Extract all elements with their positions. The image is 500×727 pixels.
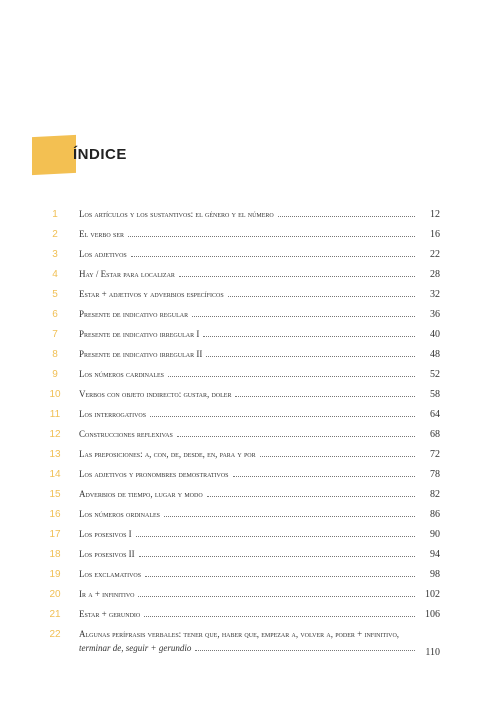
entry-number: 12 <box>49 429 61 440</box>
dot-leader <box>177 436 415 437</box>
entry-number: 16 <box>49 509 61 520</box>
entry-title: Los artículos y los sustantivos: el género y el número <box>79 209 274 219</box>
entry-title: Los posesivos II <box>79 549 135 559</box>
entry-title: Estar + adjetivos y adverbios específicos <box>79 289 224 299</box>
dot-leader <box>150 416 415 417</box>
table-of-contents <box>40 206 440 664</box>
dot-leader <box>138 596 415 597</box>
entry-title: Las preposiciones: a, con, de, desde, en, para y por <box>79 449 256 459</box>
entry-page-number: 16 <box>430 229 440 240</box>
dot-leader <box>192 316 415 317</box>
entry-page-number: 52 <box>430 369 440 380</box>
entry-title: Presente de indicativo irregular I <box>79 329 200 339</box>
entry-page-number: 86 <box>430 509 440 520</box>
dot-leader <box>168 376 415 377</box>
entry-title: Verbos con objeto indirecto: gustar, doler <box>79 389 232 399</box>
entry-title-line2: terminar de, seguir + gerundio <box>79 643 192 653</box>
heading-accent-block <box>32 135 76 175</box>
entry-title: Los números cardinales <box>79 369 165 379</box>
toc-entry[interactable] <box>40 566 440 586</box>
toc-entry[interactable] <box>40 326 440 346</box>
dot-leader <box>195 650 415 651</box>
entry-page-number: 78 <box>430 469 440 480</box>
entry-page-number: 110 <box>425 647 440 658</box>
toc-entry[interactable] <box>40 246 440 266</box>
entry-title: Los adjetivos <box>79 249 127 259</box>
entry-number: 2 <box>52 229 58 240</box>
dot-leader <box>278 216 415 217</box>
entry-page-number: 68 <box>430 429 440 440</box>
entry-page-number: 12 <box>430 209 440 220</box>
entry-number: 10 <box>49 389 61 400</box>
entry-page-number: 22 <box>430 249 440 260</box>
dot-leader <box>235 396 415 397</box>
page-title: ÍNDICE <box>73 146 127 163</box>
entry-page-number: 58 <box>430 389 440 400</box>
toc-entry[interactable] <box>40 426 440 446</box>
entry-page-number: 94 <box>430 549 440 560</box>
dot-leader <box>228 296 415 297</box>
dot-leader <box>139 556 415 557</box>
dot-leader <box>203 336 415 337</box>
entry-number: 3 <box>52 249 58 260</box>
toc-entry[interactable] <box>40 526 440 546</box>
toc-entry[interactable] <box>40 546 440 566</box>
entry-title: Estar + gerundio <box>79 609 141 619</box>
entry-title: Los números ordinales <box>79 509 161 519</box>
entry-number: 8 <box>52 349 58 360</box>
entry-number: 11 <box>49 409 61 420</box>
toc-entry[interactable] <box>40 366 440 386</box>
entry-page-number: 36 <box>430 309 440 320</box>
dot-leader <box>145 576 415 577</box>
dot-leader <box>131 256 415 257</box>
toc-entry[interactable] <box>40 606 440 626</box>
dot-leader <box>207 496 415 497</box>
dot-leader <box>260 456 415 457</box>
entry-page-number: 82 <box>430 489 440 500</box>
entry-title: Ir a + infinitivo <box>79 589 135 599</box>
entry-page-number: 106 <box>425 609 440 620</box>
toc-entry[interactable] <box>40 486 440 506</box>
toc-entry[interactable] <box>40 506 440 526</box>
entry-title: Adverbios de tiempo, lugar y modo <box>79 489 203 499</box>
entry-number: 7 <box>52 329 58 340</box>
entry-title: Los adjetivos y pronombres demostrativos <box>79 469 229 479</box>
entry-title: Presente de indicativo irregular II <box>79 349 203 359</box>
toc-entry[interactable] <box>40 586 440 606</box>
entry-page-number: 90 <box>430 529 440 540</box>
entry-number: 4 <box>52 269 58 280</box>
dot-leader <box>164 516 415 517</box>
entry-number: 21 <box>49 609 61 620</box>
entry-page-number: 28 <box>430 269 440 280</box>
dot-leader <box>144 616 415 617</box>
entry-title-line1: Algunas perífrasis verbales: tener que, haber que, empezar a, volver a, poder + infinitivo, <box>79 629 400 639</box>
entry-number: 19 <box>49 569 61 580</box>
toc-entry[interactable] <box>40 286 440 306</box>
toc-entry[interactable] <box>40 266 440 286</box>
toc-entry[interactable] <box>40 386 440 406</box>
toc-entry[interactable] <box>40 626 440 664</box>
entry-number: 18 <box>49 549 61 560</box>
entry-page-number: 64 <box>430 409 440 420</box>
entry-title: Los exclamativos <box>79 569 142 579</box>
dot-leader <box>128 236 415 237</box>
toc-entry[interactable] <box>40 346 440 366</box>
toc-entry[interactable] <box>40 206 440 226</box>
dot-leader <box>136 536 415 537</box>
entry-page-number: 102 <box>425 589 440 600</box>
entry-page-number: 72 <box>430 449 440 460</box>
entry-number: 13 <box>49 449 61 460</box>
entry-number: 9 <box>52 369 58 380</box>
entry-number: 22 <box>49 629 61 640</box>
entry-number: 5 <box>52 289 58 300</box>
entry-title: Construcciones reflexivas <box>79 429 173 439</box>
toc-entry[interactable] <box>40 226 440 246</box>
entry-title: Los posesivos I <box>79 529 132 539</box>
entry-page-number: 32 <box>430 289 440 300</box>
toc-entry[interactable] <box>40 446 440 466</box>
toc-entry[interactable] <box>40 306 440 326</box>
entry-title: Hay / Estar para localizar <box>79 269 175 279</box>
toc-entry[interactable] <box>40 466 440 486</box>
entry-page-number: 98 <box>430 569 440 580</box>
entry-page-number: 40 <box>430 329 440 340</box>
index-heading <box>32 136 152 176</box>
toc-entry[interactable] <box>40 406 440 426</box>
entry-number: 14 <box>49 469 61 480</box>
entry-number: 15 <box>49 489 61 500</box>
dot-leader <box>233 476 415 477</box>
dot-leader <box>179 276 415 277</box>
dot-leader <box>206 356 415 357</box>
entry-page-number: 48 <box>430 349 440 360</box>
entry-title: Presente de indicativo regular <box>79 309 189 319</box>
entry-number: 20 <box>49 589 61 600</box>
entry-number: 1 <box>52 209 58 220</box>
entry-title: Los interrogativos <box>79 409 147 419</box>
entry-title: El verbo ser <box>79 229 125 239</box>
entry-number: 6 <box>52 309 58 320</box>
entry-number: 17 <box>49 529 61 540</box>
